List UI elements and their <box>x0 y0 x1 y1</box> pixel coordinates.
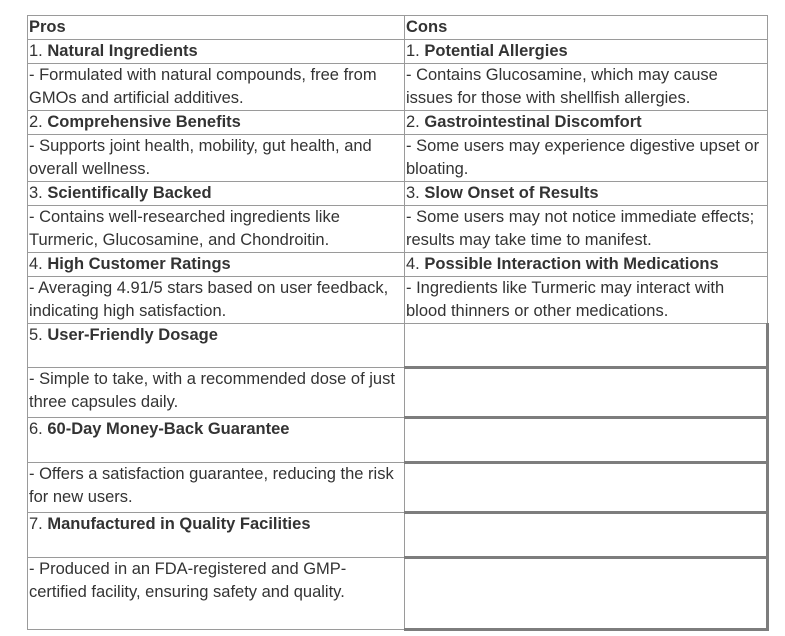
title-row <box>28 182 768 206</box>
pro-title-cell <box>28 513 405 558</box>
pro-title-cell <box>28 418 405 463</box>
pros-cons-table <box>27 15 769 631</box>
pro-title: Comprehensive Benefits <box>47 113 241 131</box>
con-title: Slow Onset of Results <box>424 184 599 202</box>
pro-title: User-Friendly Dosage <box>47 326 218 344</box>
pro-description: - Produced in an FDA-registered and GMP-certified facility, ensuring safety and quality. <box>28 558 405 630</box>
pro-title-cell <box>28 111 405 135</box>
description-row <box>28 277 768 324</box>
con-number: 4. <box>406 255 420 273</box>
pro-description: - Supports joint health, mobility, gut health, and overall wellness. <box>28 135 405 182</box>
con-title: Possible Interaction with Medications <box>424 255 719 273</box>
pro-number: 5. <box>29 326 43 344</box>
cons-header: Cons <box>405 16 768 40</box>
title-row <box>28 253 768 277</box>
title-row <box>28 111 768 135</box>
pro-title: High Customer Ratings <box>47 255 231 273</box>
pro-number: 6. <box>29 420 43 438</box>
description-row <box>28 206 768 253</box>
pro-number: 4. <box>29 255 43 273</box>
empty-con-cell <box>405 558 768 630</box>
pro-title: Scientifically Backed <box>47 184 212 202</box>
con-number: 2. <box>406 113 420 131</box>
pro-title-cell <box>28 40 405 64</box>
description-row <box>28 64 768 111</box>
description-row <box>28 135 768 182</box>
con-number: 1. <box>406 42 420 60</box>
title-row <box>28 40 768 64</box>
con-title-cell <box>405 253 768 277</box>
empty-con-cell <box>405 418 768 463</box>
con-number: 3. <box>406 184 420 202</box>
title-row <box>28 513 768 558</box>
pro-number: 7. <box>29 515 43 533</box>
pro-description: - Formulated with natural compounds, free from GMOs and artificial additives. <box>28 64 405 111</box>
pro-title-cell <box>28 182 405 206</box>
con-description: - Ingredients like Turmeric may interact with blood thinners or other medications. <box>405 277 768 324</box>
pro-description: - Offers a satisfaction guarantee, reducing the risk for new users. <box>28 463 405 513</box>
pro-title: 60-Day Money-Back Guarantee <box>47 420 290 438</box>
pro-title-cell <box>28 253 405 277</box>
empty-con-cell <box>405 513 768 558</box>
title-row <box>28 324 768 368</box>
description-row <box>28 463 768 513</box>
pro-number: 2. <box>29 113 43 131</box>
con-description: - Contains Glucosamine, which may cause issues for those with shellfish allergies. <box>405 64 768 111</box>
pro-description: - Averaging 4.91/5 stars based on user feedback, indicating high satisfaction. <box>28 277 405 324</box>
pro-number: 3. <box>29 184 43 202</box>
con-title: Potential Allergies <box>424 42 568 60</box>
pro-title-cell <box>28 324 405 368</box>
con-title: Gastrointestinal Discomfort <box>424 113 642 131</box>
pros-header: Pros <box>28 16 405 40</box>
pro-title: Manufactured in Quality Facilities <box>47 515 311 533</box>
empty-con-cell <box>405 324 768 368</box>
con-description: - Some users may experience digestive upset or bloating. <box>405 135 768 182</box>
empty-con-cell <box>405 463 768 513</box>
title-row <box>28 418 768 463</box>
pro-description: - Contains well-researched ingredients like Turmeric, Glucosamine, and Chondroitin. <box>28 206 405 253</box>
con-title-cell <box>405 40 768 64</box>
pro-title: Natural Ingredients <box>47 42 198 60</box>
pro-description: - Simple to take, with a recommended dose of just three capsules daily. <box>28 368 405 418</box>
pro-number: 1. <box>29 42 43 60</box>
con-description: - Some users may not notice immediate effects; results may take time to manifest. <box>405 206 768 253</box>
description-row <box>28 558 768 630</box>
empty-con-cell <box>405 368 768 418</box>
con-title-cell <box>405 111 768 135</box>
header-row <box>28 16 768 40</box>
description-row <box>28 368 768 418</box>
con-title-cell <box>405 182 768 206</box>
